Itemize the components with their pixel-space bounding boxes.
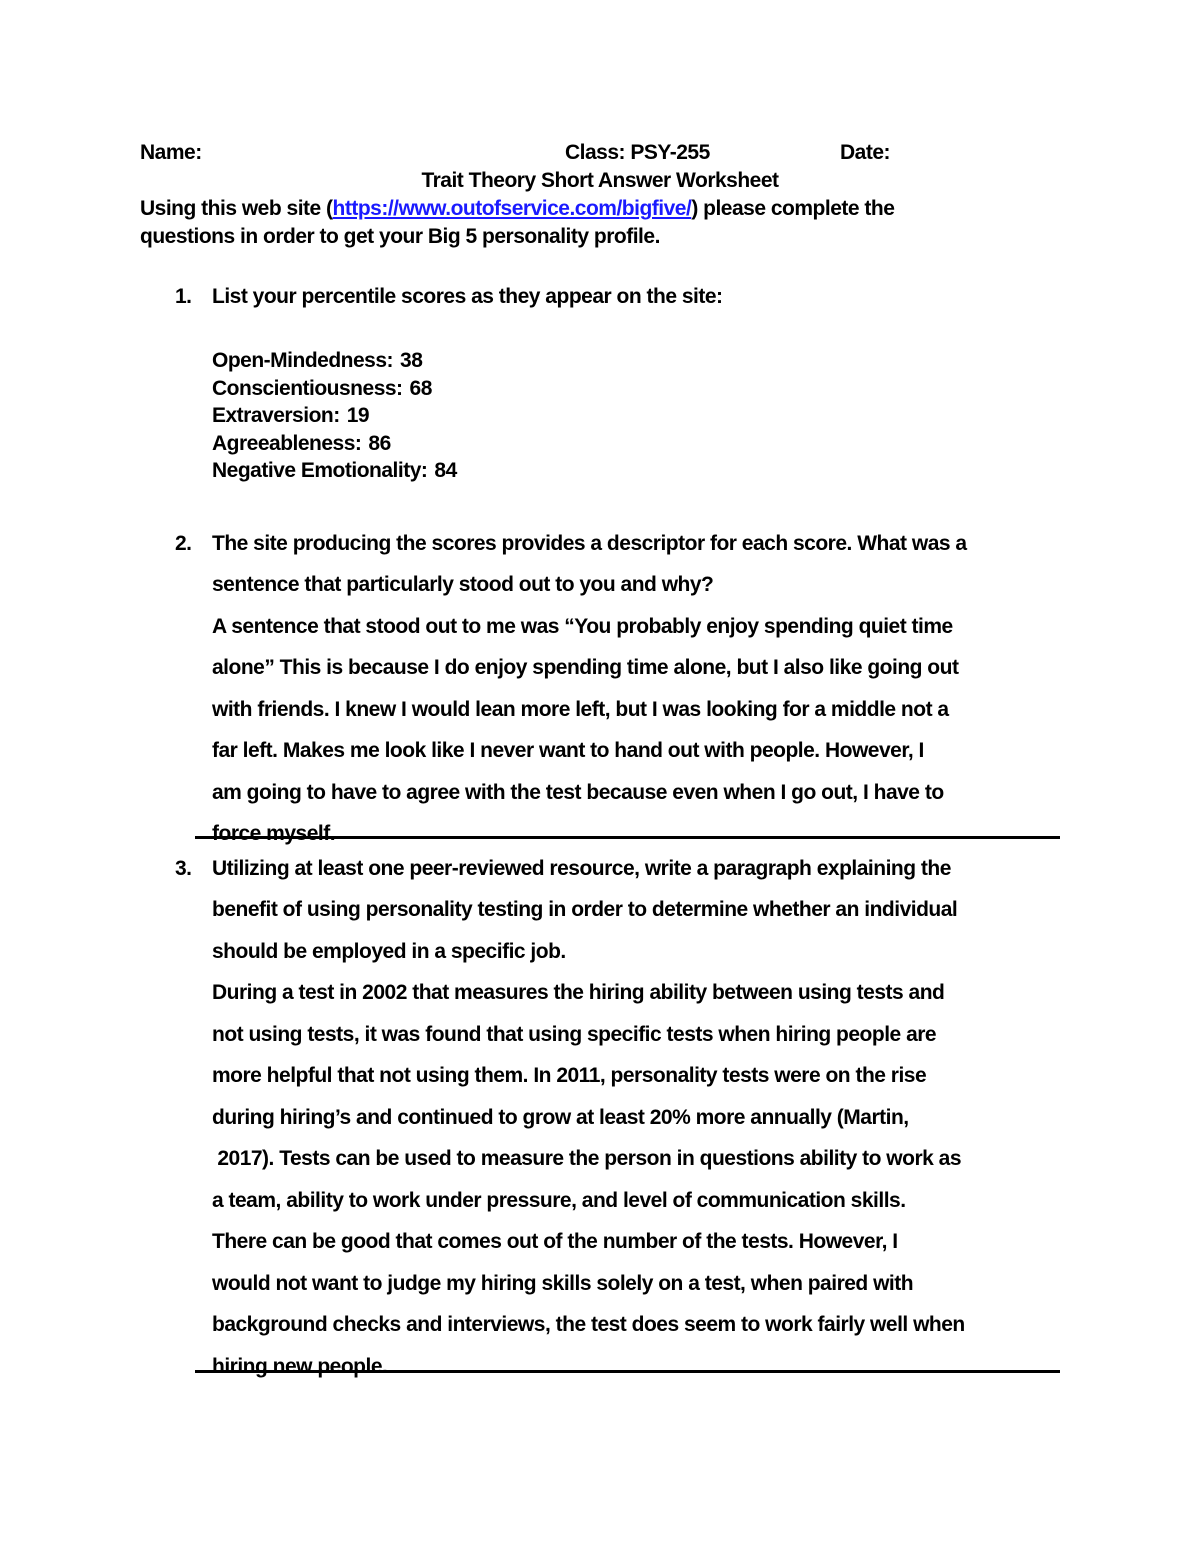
question-2-answer-lines [212,606,1200,855]
question-2 [140,523,1200,846]
text-line: a team, ability to work under pressure, and level of communication skills. [212,1188,906,1212]
text-line: There can be good that comes out of the number of the tests. However, I [212,1230,898,1254]
question-3-body [140,848,1200,1388]
text-line: benefit of using personality testing in order to determine whether an individual [212,898,958,922]
question-3-answer-lines [212,972,1200,1387]
question-3-number: 3. [175,856,192,880]
question-2-body [140,523,1200,855]
question-1 [140,283,1200,485]
text-line: force myself. [212,822,336,846]
text-line: During a test in 2002 that measures the hiring ability between using tests and [212,981,945,1005]
score-value: 84 [434,459,457,483]
intro-line-2: questions in order to get your Big 5 personality profile. [140,225,660,248]
score-label: Extraversion: [212,404,340,428]
percentile-scores-list [212,347,1200,485]
question-1-prompt-lines [212,283,1200,311]
text-line: alone” This is because I do enjoy spending time alone, but I also like going out [212,656,959,680]
score-row-negative-emotionality [212,457,1200,485]
score-row-conscientiousness [212,375,1200,403]
text-line: more helpful that not using them. In 2011, personality tests were on the rise [212,1064,927,1088]
text-line: The site producing the scores provides a descriptor for each score. What was a [212,531,967,555]
text-line: during hiring’s and continued to grow at least 20% more annually (Martin, [212,1105,909,1129]
score-row-extraversion [212,402,1200,430]
intro-line-1 [140,195,1200,223]
score-value: 86 [368,431,391,455]
question-3-content [212,848,1200,1388]
score-value: 68 [409,376,432,400]
intro-text-suffix: ) please complete the [691,197,895,220]
text-line: am going to have to agree with the test because even when I go out, I have to [212,780,944,804]
text-line: A sentence that stood out to me was “You probably enjoy spending quiet time [212,614,953,638]
header-row [140,139,1060,167]
text-line: would not want to judge my hiring skills solely on a test, when paired with [212,1271,914,1295]
class-label: Class: PSY-255 [565,141,710,164]
page-title: Trait Theory Short Answer Worksheet [421,169,779,192]
score-row-open-mindedness [212,347,1200,375]
question-1-prompt [140,283,1200,311]
text-line: List your percentile scores as they appear on the site: [212,285,723,308]
score-label: Agreeableness: [212,431,362,455]
score-row-agreeableness [212,430,1200,458]
score-value: 19 [346,404,370,428]
text-line: with friends. I knew I would lean more left, but I was looking for a middle not a [212,697,949,721]
text-line: Utilizing at least one peer-reviewed resource, write a paragraph explaining the [212,856,951,880]
question-2-number: 2. [175,531,192,555]
question-2-prompt-lines [212,523,1200,606]
question-1-number: 1. [175,285,192,308]
text-line: sentence that particularly stood out to you and why? [212,573,714,597]
text-line: should be employed in a specific job. [212,939,566,963]
text-line: background checks and interviews, the test does seem to work fairly well when [212,1313,965,1337]
intro-paragraph [140,195,1200,251]
text-line: not using tests, it was found that using specific tests when hiring people are [212,1022,937,1046]
question-2-content [212,523,1200,855]
text-line: far left. Makes me look like I never want to hand out with people. However, I [212,739,924,763]
intro-text-prefix: Using this web site ( [140,197,333,220]
question-3 [140,848,1200,1378]
score-label: Negative Emotionality: [212,459,428,483]
date-label: Date: [840,141,891,164]
score-value: 38 [400,349,423,372]
text-line: hiring new people. [212,1354,388,1378]
score-label: Open-Mindedness: [212,349,394,372]
text-line: 2017). Tests can be used to measure the person in questions ability to work as [212,1147,962,1171]
question-3-prompt-lines [212,848,1200,973]
name-label: Name: [140,141,202,164]
score-label: Conscientiousness: [212,376,403,400]
bigfive-link[interactable]: https://www.outofservice.com/bigfive/ [332,197,692,220]
